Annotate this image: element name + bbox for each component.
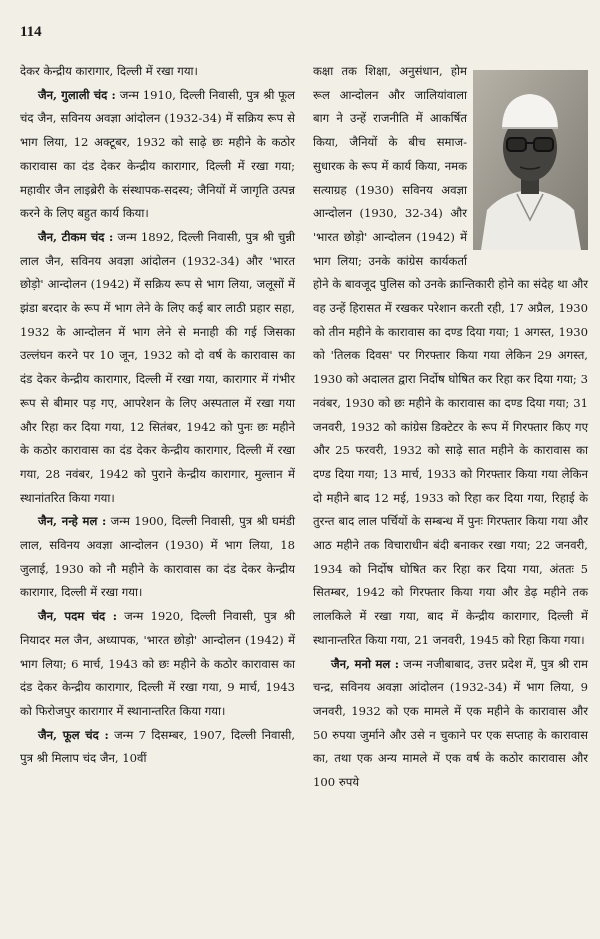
entry-text: जन्म 1910, दिल्ली निवासी, पुत्र श्री फूल चंद जैन, सविनय अवज्ञा आंदोलन (1932-34) में सक्रिय रूप से भाग लिया, 12 अक्टूबर, 1932 को साढ़े छः महीने के कठोर कारावास का दंड देकर केन्द्रीय कारागार, दिल्ली में रखा गया; महावीर जैन लाइब्रेरी के संस्थापक-सदस्य; जैनियों में जागृति उत्पन्न करने के लिए बहुत कार्य किया। — [20, 87, 295, 221]
biography-entry — [20, 724, 295, 771]
entry-name: जैन, गुलाली चंद : — [38, 87, 116, 102]
entry-text: जन्म नजीबाबाद, उत्तर प्रदेश में, पुत्र श्री राम चन्द्र, सविनय अवज्ञा आंदोलन (1932-34) में भाग लिया, 9 जनवरी, 1932 को एक मामले में एक महीने के कारावास और 50 रुपया जुर्माने और उसे न चुकाने पर एक सप्ताह के कारावास का, तथा एक अन्य मामले में एक वर्ष के कठोर कारावास और 100 रुपये — [313, 656, 588, 790]
entry-text: जन्म 1920, दिल्ली निवासी, पुत्र श्री नियादर मल जैन, अध्यापक, 'भारत छोड़ो' आन्दोलन (1942) में भाग लिया; 6 मार्च, 1943 को छः महीने के कठोर कारावास का दंड देकर केन्द्रीय कारागार, दिल्ली में रखा गया, 9 मार्च, 1943 को फिरोजपुर कारागार में स्थानान्तरित किया गया। — [20, 609, 296, 718]
biography-entry — [20, 226, 295, 510]
entry-name: जैन, मनो मल : — [331, 656, 400, 671]
left-column — [20, 60, 295, 771]
entry-text: जन्म 7 दिसम्बर, 1907, दिल्ली निवासी, पुत्र श्री मिलाप चंद जैन, 10वीं — [20, 727, 296, 766]
biography-entry — [20, 510, 295, 605]
entry-text: जन्म 1900, दिल्ली निवासी, पुत्र श्री घमंडी लाल, सविनय अवज्ञा आन्दोलन (1930) में भाग लिया, 18 जुलाई, 1930 को नौ महीने के कारावास का दंड देकर केन्द्रीय कारागार, दिल्ली में रखा गया। — [20, 514, 295, 600]
biography-entry — [20, 84, 295, 226]
entry-name: जैन, पदम चंद : — [38, 609, 117, 624]
continuation-text: देकर केन्द्रीय कारागार, दिल्ली में रखा गया। — [20, 64, 198, 78]
biography-entry — [20, 605, 295, 724]
entry-name: जैन, नन्हे मल : — [38, 514, 107, 529]
entry-name: जैन, फूल चंद : — [38, 727, 109, 742]
page-number: 114 — [20, 24, 42, 40]
portrait-image — [473, 70, 588, 250]
portrait-photo — [473, 70, 588, 250]
continuation-text: कक्षा तक शिक्षा, अनुसंधान, होम रूल आन्दोलन और जालियांवाला बाग ने उन्हें राजनीति में आकर्षित किया, जैनियों के बीच समाज-सुधारक के रूप में कार्य किया, नमक सत्याग्रह (1930) सविनय अवज्ञा आन्दोलन (1930, 32-34) और 'भारत छोड़ो' आन्दोलन (1942) में भाग लिया; उनके कांग्रेस कार्यकर्ता होने के बावजूद पुलिस को उनके क्रान्तिकारी होने का संदेह था और वह उन्हें हिरासत में रखकर परेशान करती रही, 17 अप्रैल, 1930 को तीन महीने के कारावास का दण्ड दिया गया; 1 अगस्त, 1930 को 'तिलक दिवस' पर गिरफ्तार किया गया लेकिन 29 अगस्त, 1930 को अदालत द्वारा निर्दोष घोषित कर रिहा कर दिया गया; 3 नवंबर, 1930 को छः महीने के कारावास का दण्ड दिया गया; 31 जनवरी, 1932 को कांग्रेस डिक्टेटर के रूप में गिरफ्तार किए गए और 25 फरवरी, 1932 को साढ़े सात महीने के कारावास का दण्ड दिया गया; 13 मार्च, 1933 को गिरफ्तार किया गया लेकिन दो महीने बाद 12 मई, 1933 को रिहा कर दिया गया, रिहाई के तुरन्त बाद लाल पर्चियों के सम्बन्ध में पुनः गिरफ्तार किया गया और आठ महीने तक विचाराधीन बंदी बनाकर रखा गया; 22 जनवरी, 1934 को निर्दोष घोषित कर रिहा कर दिया गया, अंततः 5 सितम्बर, 1942 को गिरफ्तार किया गया और डेढ़ महीने तक लालकिले में रखा गया, बाद में केन्द्रीय कारागार, दिल्ली में स्थानान्तरित किया गया, 21 जनवरी, 1945 को रिहा किया गया। — [313, 64, 588, 647]
entry-name: जैन, टीकम चंद : — [38, 229, 114, 244]
entry-text: जन्म 1892, दिल्ली निवासी, पुत्र श्री चुन्नी लाल जैन, सविनय अवज्ञा आंदोलन (1932-34) और 'भारत छोड़ो' आन्दोलन (1942) में सक्रिय रूप से भाग लिया, जलूसों में झंडा बरदार के रूप में भाग लेने के लिए कई बार लाठी प्रहार सहा, 1932 के आन्दोलन में भाग लेने से मनाही की गई जिसका उल्लंघन करने पर 10 जून, 1932 को दो वर्ष के कारावास का दंड देकर केन्द्रीय कारागार, दिल्ली में रखा गया, कारागार में गंभीर रूप से बीमार पड़ गए, आपरेशन के लिए अस्पताल में रखा गया और रिहा कर दिया गया, 12 सितंबर, 1942 को पुनः छः महीने के कठोर कारावास का दंड देकर केन्द्रीय कारागार, दिल्ली में रखा गया, 28 नवंबर, 1942 को पुराने केन्द्रीय कारागार, मुल्तान में स्थानांतरित किया गया। — [20, 229, 295, 505]
biography-entry — [313, 653, 588, 795]
right-column — [313, 60, 588, 795]
